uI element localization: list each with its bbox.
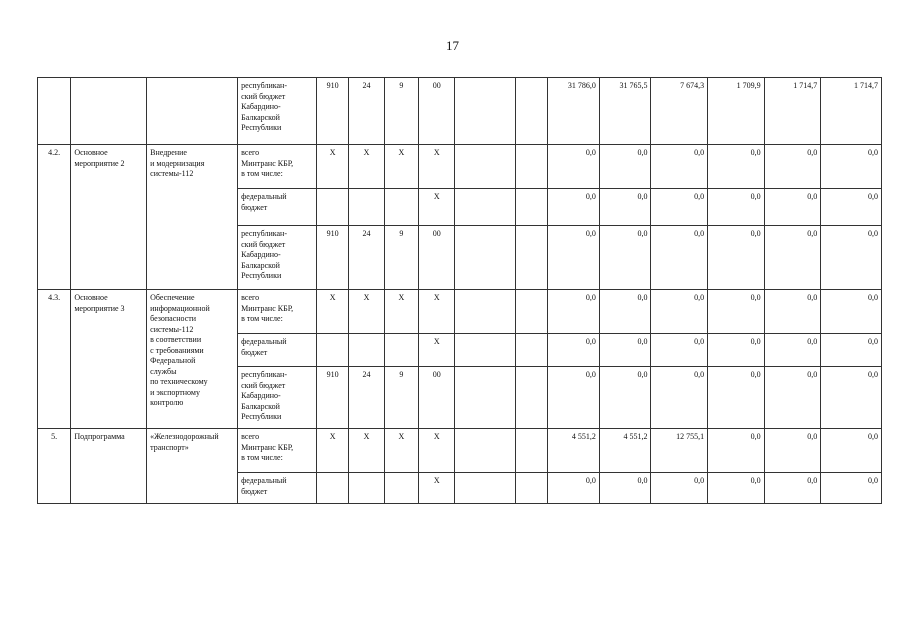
item-index-cell: 4.3. (38, 290, 71, 429)
amount-cell: 0,0 (548, 226, 600, 290)
funding-source-line: всего (241, 432, 260, 441)
funding-source-line: Республики (241, 123, 282, 132)
item-index-cell (38, 78, 71, 145)
amount-cell: 0,0 (821, 473, 882, 504)
budget-code-cell (316, 189, 348, 226)
funding-source-cell (238, 78, 317, 145)
budget-code-cell: X (349, 429, 384, 473)
funding-source-cell (238, 429, 317, 473)
budget-table (37, 77, 882, 504)
amount-cell: 0,0 (821, 334, 882, 367)
budget-code-cell (455, 290, 516, 334)
item-name-line: службы (150, 366, 177, 376)
amount-cell: 1 714,7 (821, 78, 882, 145)
budget-code-cell: X (419, 334, 455, 367)
amount-cell: 0,0 (764, 145, 821, 189)
funding-source-line: Балкарской (241, 401, 280, 411)
funding-source-line: Балкарской (241, 112, 280, 122)
budget-code-cell (455, 145, 516, 189)
budget-code-cell: 910 (316, 226, 348, 290)
page-number: 17 (446, 38, 459, 53)
funding-source-line: в том числе: (241, 169, 283, 178)
amount-cell: 0,0 (821, 429, 882, 473)
item-name-line: Обеспечение (150, 293, 195, 302)
funding-source-line: республикан- (241, 81, 287, 90)
amount-cell: 0,0 (708, 429, 765, 473)
funding-source-line: Балкарской (241, 260, 280, 270)
amount-cell: 0,0 (599, 334, 651, 367)
budget-code-cell (455, 189, 516, 226)
amount-cell: 0,0 (599, 189, 651, 226)
item-type-cell (71, 145, 147, 290)
funding-source-cell (238, 367, 317, 429)
amount-cell: 1 714,7 (764, 78, 821, 145)
item-name-cell (147, 145, 238, 290)
item-name-cell (147, 429, 238, 504)
funding-source-line: Минтранс КБР, (241, 303, 294, 313)
item-name-line: безопасности (150, 314, 197, 323)
budget-code-cell: X (419, 473, 455, 504)
amount-cell: 7 674,3 (651, 78, 708, 145)
amount-cell: 0,0 (764, 473, 821, 504)
amount-cell: 0,0 (708, 290, 765, 334)
amount-cell: 0,0 (651, 226, 708, 290)
funding-source-line: Кабардино- (241, 391, 281, 400)
amount-cell: 0,0 (821, 367, 882, 429)
amount-cell: 0,0 (764, 334, 821, 367)
item-type-line: Подпрограмма (74, 432, 125, 441)
budget-code-cell: X (316, 429, 348, 473)
amount-cell: 31 786,0 (548, 78, 600, 145)
funding-source-line: федеральный (241, 476, 287, 485)
budget-code-cell (384, 334, 418, 367)
amount-cell: 0,0 (599, 367, 651, 429)
item-type-cell (71, 429, 147, 504)
funding-source-line: Республики (241, 412, 282, 421)
item-type-line: Основное (74, 148, 108, 157)
budget-code-cell: 9 (384, 226, 418, 290)
amount-cell: 0,0 (708, 367, 765, 429)
budget-code-cell (516, 473, 548, 504)
item-name-line: системы-112 (150, 324, 194, 334)
budget-code-cell (316, 473, 348, 504)
amount-cell: 0,0 (821, 290, 882, 334)
item-name-cell (147, 78, 238, 145)
amount-cell: 0,0 (651, 367, 708, 429)
funding-source-line: в том числе: (241, 453, 283, 462)
budget-code-cell (349, 473, 384, 504)
budget-code-cell (516, 334, 548, 367)
funding-source-line: бюджет (241, 202, 268, 212)
amount-cell: 0,0 (821, 145, 882, 189)
item-name-line: системы-112 (150, 169, 194, 178)
amount-cell: 0,0 (708, 226, 765, 290)
amount-cell: 0,0 (548, 189, 600, 226)
budget-code-cell (516, 290, 548, 334)
amount-cell: 0,0 (651, 290, 708, 334)
amount-cell: 0,0 (764, 367, 821, 429)
budget-code-cell: 910 (316, 78, 348, 145)
item-type-line: мероприятие 3 (74, 303, 125, 313)
amount-cell: 0,0 (599, 290, 651, 334)
table-row (38, 290, 882, 334)
amount-cell: 0,0 (548, 473, 600, 504)
table-row (38, 78, 882, 145)
funding-source-line: федеральный (241, 192, 287, 201)
amount-cell: 0,0 (651, 189, 708, 226)
amount-cell: 0,0 (764, 290, 821, 334)
item-name-line: Федеральной (150, 356, 196, 365)
item-name-line: «Железнодорожный (150, 432, 219, 441)
table-body (38, 78, 882, 504)
funding-source-line: республикан- (241, 229, 287, 238)
amount-cell: 0,0 (764, 429, 821, 473)
budget-code-cell (316, 334, 348, 367)
funding-source-line: Кабардино- (241, 102, 281, 111)
funding-source-line: ский бюджет (241, 380, 286, 390)
item-type-cell (71, 290, 147, 429)
item-name-line: по техническому (150, 377, 208, 386)
budget-code-cell: X (349, 290, 384, 334)
funding-source-line: ский бюджет (241, 91, 286, 101)
amount-cell: 4 551,2 (548, 429, 600, 473)
funding-source-line: республикан- (241, 370, 287, 379)
budget-code-cell (384, 473, 418, 504)
funding-source-line: всего (241, 148, 260, 157)
amount-cell: 31 765,5 (599, 78, 651, 145)
amount-cell: 0,0 (651, 145, 708, 189)
budget-code-cell: X (384, 429, 418, 473)
item-type-line: мероприятие 2 (74, 158, 125, 168)
item-name-line: информационной (150, 303, 210, 313)
amount-cell: 0,0 (548, 290, 600, 334)
amount-cell: 0,0 (651, 473, 708, 504)
item-name-line: контролю (150, 398, 184, 407)
amount-cell: 0,0 (708, 334, 765, 367)
amount-cell: 0,0 (708, 189, 765, 226)
budget-code-cell: X (384, 145, 418, 189)
funding-source-cell (238, 189, 317, 226)
funding-source-line: бюджет (241, 486, 268, 496)
budget-code-cell: X (419, 429, 455, 473)
funding-source-cell (238, 290, 317, 334)
item-name-line: с требованиями (150, 345, 204, 355)
item-name-line: и модернизация (150, 158, 205, 168)
amount-cell: 0,0 (708, 473, 765, 504)
budget-code-cell (516, 226, 548, 290)
budget-code-cell: X (316, 145, 348, 189)
funding-source-cell (238, 226, 317, 290)
funding-source-line: Минтранс КБР, (241, 158, 294, 168)
item-name-line: транспорт» (150, 442, 189, 452)
budget-code-cell (455, 334, 516, 367)
budget-code-cell: 24 (349, 367, 384, 429)
amount-cell: 0,0 (599, 226, 651, 290)
funding-source-cell (238, 145, 317, 189)
budget-code-cell (455, 226, 516, 290)
budget-code-cell (349, 334, 384, 367)
item-type-cell (71, 78, 147, 145)
budget-code-cell: X (419, 189, 455, 226)
item-name-line: и экспортному (150, 387, 200, 397)
funding-source-line: Кабардино- (241, 250, 281, 259)
budget-code-cell: 9 (384, 367, 418, 429)
budget-code-cell: 00 (419, 78, 455, 145)
budget-code-cell: X (316, 290, 348, 334)
funding-source-line: Республики (241, 271, 282, 280)
funding-source-line: всего (241, 293, 260, 302)
budget-code-cell (455, 78, 516, 145)
budget-code-cell: 00 (419, 226, 455, 290)
item-name-line: в соответствии (150, 335, 202, 344)
budget-code-cell (455, 473, 516, 504)
budget-code-cell (349, 189, 384, 226)
item-type-line: Основное (74, 293, 108, 302)
budget-code-cell (516, 78, 548, 145)
amount-cell: 0,0 (548, 367, 600, 429)
budget-code-cell: 24 (349, 226, 384, 290)
amount-cell: 0,0 (651, 334, 708, 367)
amount-cell: 0,0 (821, 189, 882, 226)
amount-cell: 4 551,2 (599, 429, 651, 473)
item-name-cell (147, 290, 238, 429)
table-row (38, 145, 882, 189)
amount-cell: 0,0 (548, 145, 600, 189)
budget-code-cell (516, 367, 548, 429)
budget-code-cell (384, 189, 418, 226)
amount-cell: 0,0 (764, 226, 821, 290)
budget-code-cell: X (384, 290, 418, 334)
budget-code-cell: 24 (349, 78, 384, 145)
budget-code-cell: X (419, 290, 455, 334)
item-index-cell: 4.2. (38, 145, 71, 290)
funding-source-cell (238, 334, 317, 367)
budget-code-cell: 00 (419, 367, 455, 429)
budget-code-cell: X (349, 145, 384, 189)
amount-cell: 0,0 (708, 145, 765, 189)
funding-source-cell (238, 473, 317, 504)
funding-source-line: в том числе: (241, 314, 283, 323)
budget-code-cell (516, 189, 548, 226)
budget-code-cell: 9 (384, 78, 418, 145)
amount-cell: 1 709,9 (708, 78, 765, 145)
funding-source-line: бюджет (241, 347, 268, 357)
funding-source-line: Минтранс КБР, (241, 442, 294, 452)
amount-cell: 0,0 (599, 473, 651, 504)
amount-cell: 0,0 (764, 189, 821, 226)
amount-cell: 0,0 (548, 334, 600, 367)
amount-cell: 0,0 (821, 226, 882, 290)
budget-code-cell: 910 (316, 367, 348, 429)
amount-cell: 0,0 (599, 145, 651, 189)
funding-source-line: федеральный (241, 337, 287, 346)
amount-cell: 12 755,1 (651, 429, 708, 473)
budget-code-cell (455, 429, 516, 473)
table-row (38, 429, 882, 473)
budget-code-cell (455, 367, 516, 429)
budget-code-cell (516, 429, 548, 473)
funding-source-line: ский бюджет (241, 239, 286, 249)
item-index-cell: 5. (38, 429, 71, 504)
item-name-line: Внедрение (150, 148, 187, 157)
budget-code-cell: X (419, 145, 455, 189)
budget-code-cell (516, 145, 548, 189)
